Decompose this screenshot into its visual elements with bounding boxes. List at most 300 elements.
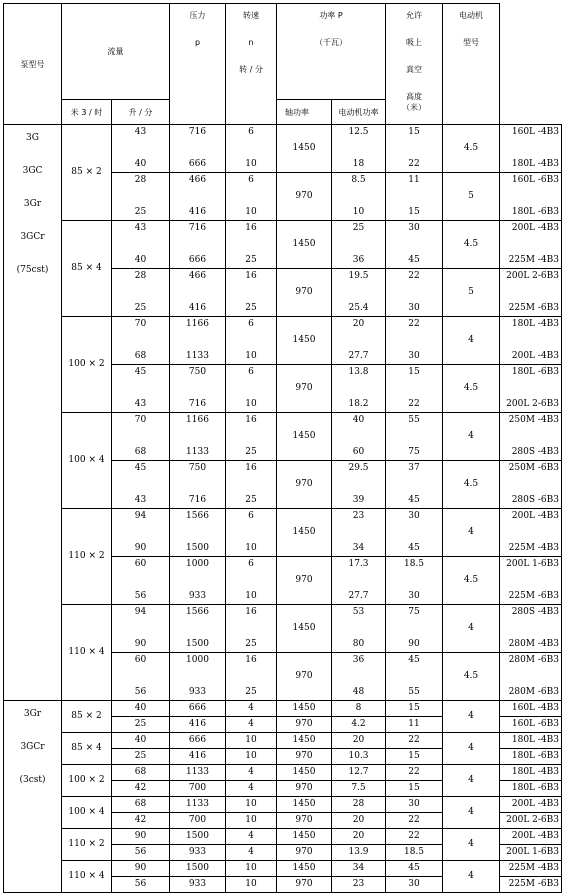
motor-model-cell: 180L -6B3 — [500, 749, 562, 765]
pump-size-cell: 100 × 4 — [62, 797, 112, 829]
pump-size-cell: 100 × 4 — [62, 413, 112, 509]
flow-lmin-value: 1566 — [186, 607, 209, 617]
flow-lmin-stack — [170, 221, 225, 268]
pressure-value: 25 — [245, 447, 257, 457]
motor-power-stack — [386, 269, 442, 316]
shaft-power-stack — [332, 653, 385, 700]
flow-m3h-stack — [112, 509, 169, 556]
shaft-power-value: 18 — [352, 159, 365, 169]
pressure-cell — [226, 461, 277, 509]
flow-lmin-cell — [170, 605, 226, 653]
flow-m3h-stack — [112, 461, 169, 508]
motor-model-stack — [500, 461, 559, 508]
flow-lmin-cell: 1133 — [170, 765, 226, 781]
motor-model-value: 280M -6B3 — [508, 687, 559, 697]
flow-m3h-value: 60 — [134, 655, 147, 665]
speed-cell: 970 — [277, 717, 332, 733]
flow-m3h-value: 43 — [134, 495, 147, 505]
flow-lmin-cell: 1500 — [170, 861, 226, 877]
motor-model-value: 200L -4B3 — [511, 223, 559, 233]
pressure-cell — [226, 269, 277, 317]
pump-spec-table — [3, 3, 562, 893]
pump-type-cell — [4, 701, 62, 893]
flow-m3h-cell — [112, 125, 170, 173]
motor-power-value: 45 — [408, 543, 420, 553]
header-row-1 — [4, 4, 562, 100]
motor-model-cell — [500, 317, 562, 365]
flow-m3h-stack — [112, 125, 169, 172]
motor-model-value: 280S -6B3 — [511, 495, 559, 505]
flow-m3h-stack — [112, 269, 169, 316]
pump-type-cell — [4, 125, 62, 701]
speed-cell: 1450 — [277, 701, 332, 717]
pressure-stack — [226, 317, 276, 364]
pump-type-label: 3GC — [22, 166, 43, 176]
motor-model-cell — [500, 605, 562, 653]
speed-cell: 970 — [277, 877, 332, 893]
motor-model-cell: 225M -4B3 — [500, 861, 562, 877]
speed-cell: 1450 — [277, 733, 332, 749]
flow-lmin-value: 933 — [188, 591, 207, 601]
flow-lmin-stack — [170, 269, 225, 316]
motor-power-stack — [386, 317, 442, 364]
pressure-cell: 4 — [226, 717, 277, 733]
flow-m3h-value: 28 — [134, 271, 147, 281]
motor-model-value: 200L 2-6B3 — [506, 399, 559, 409]
flow-m3h-stack — [112, 413, 169, 460]
flow-lmin-cell — [170, 269, 226, 317]
speed-cell: 1450 — [277, 221, 332, 269]
pressure-stack — [226, 365, 276, 412]
motor-model-value: 200L -4B3 — [511, 351, 559, 361]
speed-cell: 1450 — [277, 829, 332, 845]
motor-model-value: 225M -6B3 — [508, 591, 559, 601]
header-pressure-label: 压力 — [189, 11, 206, 20]
motor-power-cell: 15 — [386, 781, 443, 797]
motor-model-value: 180L -6B3 — [511, 367, 559, 377]
flow-m3h-stack — [112, 365, 169, 412]
flow-m3h-value: 68 — [134, 351, 147, 361]
flow-lmin-cell: 416 — [170, 717, 226, 733]
shaft-power-cell: 23 — [332, 877, 386, 893]
header-pump-model: 泵型号 — [4, 4, 62, 125]
motor-power-value: 15 — [408, 207, 420, 217]
speed-cell: 1450 — [277, 797, 332, 813]
motor-model-cell — [500, 269, 562, 317]
pressure-value: 6 — [248, 559, 254, 569]
shaft-power-cell: 20 — [332, 813, 386, 829]
shaft-power-value: 13.8 — [348, 367, 369, 377]
header-suction-line-1: 允许 — [406, 11, 422, 20]
pressure-cell: 10 — [226, 861, 277, 877]
flow-lmin-stack — [170, 461, 225, 508]
flow-m3h-cell: 90 — [112, 861, 170, 877]
pressure-stack — [226, 125, 276, 172]
pressure-cell: 4 — [226, 845, 277, 861]
pressure-cell: 10 — [226, 797, 277, 813]
table-row — [4, 221, 562, 269]
motor-model-cell — [500, 509, 562, 557]
motor-model-value: 225M -6B3 — [508, 303, 559, 313]
speed-cell: 1450 — [277, 765, 332, 781]
motor-power-stack — [386, 557, 442, 604]
flow-lmin-value: 666 — [188, 159, 207, 169]
pressure-value: 25 — [245, 495, 257, 505]
table-row — [4, 733, 562, 749]
suction-height-cell: 4.5 — [443, 365, 500, 413]
motor-power-cell: 15 — [386, 749, 443, 765]
pressure-cell — [226, 173, 277, 221]
motor-model-cell: 180L -4B3 — [500, 733, 562, 749]
flow-lmin-value: 1000 — [186, 655, 209, 665]
speed-cell: 1450 — [277, 509, 332, 557]
shaft-power-cell — [332, 605, 386, 653]
motor-model-stack — [500, 413, 559, 460]
flow-lmin-value: 716 — [188, 495, 207, 505]
flow-lmin-stack — [170, 509, 225, 556]
pump-size-cell: 100 × 2 — [62, 765, 112, 797]
shaft-power-cell: 10.3 — [332, 749, 386, 765]
motor-model-cell — [500, 125, 562, 173]
table-row — [4, 765, 562, 781]
shaft-power-value: 27.7 — [348, 351, 369, 361]
flow-m3h-stack — [112, 653, 169, 700]
motor-power-value: 15 — [408, 127, 420, 137]
pressure-cell: 4 — [226, 765, 277, 781]
shaft-power-cell — [332, 557, 386, 605]
flow-m3h-cell — [112, 317, 170, 365]
motor-power-stack — [386, 365, 442, 412]
flow-lmin-value: 1166 — [186, 415, 209, 425]
flow-lmin-cell — [170, 557, 226, 605]
motor-model-value: 225M -4B3 — [508, 255, 559, 265]
flow-m3h-value: 70 — [134, 319, 147, 329]
suction-height-cell: 4.5 — [443, 221, 500, 269]
header-speed-unit: 转 / 分 — [239, 65, 263, 74]
header-motor-model-line-2: 型号 — [463, 38, 479, 47]
pressure-value: 6 — [248, 127, 254, 137]
motor-power-value: 30 — [408, 223, 420, 233]
pressure-cell: 10 — [226, 733, 277, 749]
motor-model-stack — [500, 317, 559, 364]
motor-model-stack — [500, 221, 559, 268]
flow-m3h-cell: 68 — [112, 797, 170, 813]
motor-power-value: 75 — [408, 447, 420, 457]
shaft-power-cell: 12.7 — [332, 765, 386, 781]
pressure-stack — [226, 269, 276, 316]
pressure-stack — [226, 461, 276, 508]
motor-model-value: 250M -6B3 — [508, 463, 559, 473]
pressure-cell: 4 — [226, 829, 277, 845]
motor-model-stack — [500, 365, 559, 412]
pressure-cell: 10 — [226, 813, 277, 829]
pressure-value: 10 — [245, 207, 257, 217]
header-speed — [226, 4, 277, 125]
motor-model-value: 280S -4B3 — [511, 447, 559, 457]
shaft-power-stack — [332, 509, 385, 556]
pump-type-label: 3Gr — [23, 709, 42, 719]
pressure-value: 25 — [245, 687, 257, 697]
pressure-stack — [226, 557, 276, 604]
speed-cell: 970 — [277, 557, 332, 605]
suction-height-cell: 5 — [443, 269, 500, 317]
flow-m3h-value: 56 — [134, 591, 147, 601]
flow-lmin-cell: 700 — [170, 781, 226, 797]
motor-power-value: 45 — [408, 495, 420, 505]
motor-power-cell: 30 — [386, 877, 443, 893]
flow-m3h-stack — [112, 605, 169, 652]
pressure-stack — [226, 605, 276, 652]
header-suction-height — [386, 4, 443, 125]
flow-lmin-cell: 1500 — [170, 829, 226, 845]
motor-model-cell: 200L -4B3 — [500, 797, 562, 813]
motor-power-stack — [386, 221, 442, 268]
shaft-power-stack — [332, 221, 385, 268]
shaft-power-value: 8.5 — [351, 175, 366, 185]
shaft-power-cell: 7.5 — [332, 781, 386, 797]
flow-m3h-cell: 25 — [112, 717, 170, 733]
flow-m3h-value: 94 — [134, 607, 147, 617]
motor-power-value: 45 — [408, 255, 420, 265]
flow-lmin-cell — [170, 413, 226, 461]
speed-cell: 970 — [277, 173, 332, 221]
shaft-power-value: 60 — [352, 447, 365, 457]
pressure-cell — [226, 509, 277, 557]
motor-power-stack — [386, 461, 442, 508]
pressure-cell — [226, 125, 277, 173]
flow-m3h-cell: 40 — [112, 733, 170, 749]
pressure-value: 25 — [245, 255, 257, 265]
shaft-power-value: 80 — [352, 639, 365, 649]
flow-m3h-stack — [112, 221, 169, 268]
shaft-power-value: 17.3 — [348, 559, 369, 569]
flow-lmin-cell: 666 — [170, 733, 226, 749]
header-power — [277, 4, 386, 100]
header-pressure-symbol: p — [194, 38, 201, 47]
pressure-value: 25 — [245, 303, 257, 313]
motor-model-stack — [500, 269, 559, 316]
header-speed-label: 转速 — [243, 11, 259, 20]
motor-power-value: 30 — [408, 591, 420, 601]
flow-lmin-cell — [170, 461, 226, 509]
shaft-power-cell — [332, 413, 386, 461]
shaft-power-stack — [332, 125, 385, 172]
table-row — [4, 317, 562, 365]
table-row — [4, 605, 562, 653]
table-row — [4, 413, 562, 461]
suction-height-cell: 4 — [443, 797, 500, 829]
table-row — [4, 861, 562, 877]
flow-lmin-cell — [170, 173, 226, 221]
header-motor-model — [443, 4, 500, 125]
motor-model-cell — [500, 557, 562, 605]
motor-power-cell: 22 — [386, 829, 443, 845]
motor-model-value: 280S -4B3 — [511, 607, 559, 617]
pressure-cell — [226, 413, 277, 461]
flow-m3h-cell: 40 — [112, 701, 170, 717]
pump-type-label: (75cst) — [16, 265, 49, 275]
shaft-power-value: 29.5 — [348, 463, 369, 473]
shaft-power-value: 18.2 — [348, 399, 369, 409]
motor-power-cell — [386, 317, 443, 365]
motor-model-stack — [500, 653, 559, 700]
speed-cell: 970 — [277, 461, 332, 509]
pump-type-label: (3cst) — [19, 775, 46, 785]
flow-m3h-cell — [112, 269, 170, 317]
flow-m3h-cell — [112, 413, 170, 461]
speed-cell: 1450 — [277, 605, 332, 653]
motor-model-value: 250M -4B3 — [508, 415, 559, 425]
motor-model-stack — [500, 173, 559, 220]
motor-power-cell — [386, 173, 443, 221]
motor-power-value: 22 — [408, 319, 420, 329]
header-suction-line-4: 高度 — [406, 92, 422, 101]
flow-m3h-cell: 68 — [112, 765, 170, 781]
speed-cell: 970 — [277, 813, 332, 829]
suction-height-cell: 4.5 — [443, 125, 500, 173]
pressure-value: 16 — [245, 415, 257, 425]
pressure-value: 10 — [245, 399, 257, 409]
flow-lmin-value: 1500 — [186, 639, 209, 649]
motor-power-cell — [386, 557, 443, 605]
motor-model-cell — [500, 173, 562, 221]
flow-m3h-value: 40 — [134, 255, 147, 265]
flow-m3h-value: 56 — [134, 687, 147, 697]
flow-lmin-cell — [170, 125, 226, 173]
flow-lmin-value: 716 — [188, 399, 207, 409]
table-row — [4, 509, 562, 557]
flow-lmin-value: 1566 — [186, 511, 209, 521]
shaft-power-value: 39 — [352, 495, 365, 505]
motor-power-cell: 11 — [386, 717, 443, 733]
pressure-value: 16 — [245, 223, 257, 233]
motor-model-cell — [500, 461, 562, 509]
pump-size-cell: 85 × 2 — [62, 701, 112, 733]
motor-power-cell: 22 — [386, 733, 443, 749]
flow-m3h-cell — [112, 605, 170, 653]
flow-m3h-value: 28 — [134, 175, 147, 185]
shaft-power-cell — [332, 125, 386, 173]
flow-lmin-cell: 700 — [170, 813, 226, 829]
flow-lmin-stack — [170, 125, 225, 172]
pressure-cell — [226, 221, 277, 269]
pump-size-cell: 110 × 2 — [62, 509, 112, 605]
pressure-cell — [226, 653, 277, 701]
speed-cell: 970 — [277, 781, 332, 797]
flow-lmin-value: 416 — [188, 303, 207, 313]
motor-power-stack — [386, 653, 442, 700]
flow-m3h-cell: 42 — [112, 781, 170, 797]
shaft-power-stack — [332, 605, 385, 652]
shaft-power-cell: 28 — [332, 797, 386, 813]
shaft-power-cell — [332, 317, 386, 365]
motor-power-stack — [386, 125, 442, 172]
motor-model-cell — [500, 653, 562, 701]
pressure-cell — [226, 365, 277, 413]
speed-cell: 1450 — [277, 413, 332, 461]
suction-height-cell: 5 — [443, 173, 500, 221]
flow-lmin-cell — [170, 653, 226, 701]
suction-height-cell: 4 — [443, 413, 500, 461]
header-motor-power: 电动机功率 — [332, 100, 386, 125]
pressure-value: 16 — [245, 607, 257, 617]
motor-power-cell: 18.5 — [386, 845, 443, 861]
motor-power-stack — [386, 605, 442, 652]
motor-model-value: 280M -6B3 — [508, 655, 559, 665]
flow-lmin-cell: 933 — [170, 845, 226, 861]
shaft-power-stack — [332, 173, 385, 220]
pressure-cell — [226, 557, 277, 605]
motor-power-value: 22 — [408, 159, 420, 169]
pressure-value: 6 — [248, 511, 254, 521]
flow-lmin-value: 1000 — [186, 559, 209, 569]
shaft-power-value: 53 — [352, 607, 365, 617]
shaft-power-cell: 4.2 — [332, 717, 386, 733]
shaft-power-cell — [332, 461, 386, 509]
pressure-cell: 10 — [226, 877, 277, 893]
pump-size-cell: 85 × 4 — [62, 733, 112, 765]
pressure-value: 6 — [248, 175, 254, 185]
speed-cell: 970 — [277, 269, 332, 317]
shaft-power-value: 25.4 — [348, 303, 369, 313]
pressure-cell — [226, 317, 277, 365]
flow-m3h-cell — [112, 557, 170, 605]
speed-cell: 970 — [277, 845, 332, 861]
pump-size-cell: 110 × 4 — [62, 861, 112, 893]
suction-height-cell: 4 — [443, 765, 500, 797]
flow-lmin-value: 466 — [188, 175, 207, 185]
motor-model-cell: 180L -6B3 — [500, 781, 562, 797]
pressure-value: 10 — [245, 543, 257, 553]
motor-power-value: 37 — [408, 463, 420, 473]
shaft-power-cell — [332, 269, 386, 317]
flow-m3h-cell: 90 — [112, 829, 170, 845]
table-row — [4, 829, 562, 845]
flow-lmin-cell: 666 — [170, 701, 226, 717]
table-row — [4, 797, 562, 813]
shaft-power-value: 25 — [352, 223, 365, 233]
header-suction-line-2: 吸上 — [406, 38, 422, 47]
flow-m3h-cell — [112, 509, 170, 557]
flow-lmin-stack — [170, 413, 225, 460]
pressure-cell — [226, 605, 277, 653]
table-row — [4, 701, 562, 717]
suction-height-cell: 4 — [443, 605, 500, 653]
motor-power-cell: 22 — [386, 765, 443, 781]
flow-lmin-value: 750 — [188, 463, 207, 473]
header-pressure — [170, 4, 226, 125]
flow-lmin-cell — [170, 365, 226, 413]
flow-m3h-cell — [112, 461, 170, 509]
flow-m3h-cell: 56 — [112, 877, 170, 893]
pressure-stack — [226, 653, 276, 700]
pressure-value: 16 — [245, 463, 257, 473]
shaft-power-value: 48 — [352, 687, 365, 697]
motor-model-cell: 225M -6B3 — [500, 877, 562, 893]
shaft-power-cell: 20 — [332, 733, 386, 749]
motor-model-value: 200L 1-6B3 — [506, 559, 559, 569]
shaft-power-value: 36 — [352, 255, 365, 265]
motor-model-stack — [500, 509, 559, 556]
shaft-power-cell — [332, 173, 386, 221]
flow-m3h-value: 25 — [134, 303, 147, 313]
flow-m3h-cell: 42 — [112, 813, 170, 829]
shaft-power-value: 27.7 — [348, 591, 369, 601]
motor-power-value: 30 — [408, 511, 420, 521]
flow-m3h-stack — [112, 317, 169, 364]
pressure-stack — [226, 173, 276, 220]
header-suction-line-3: 真空 — [406, 65, 422, 74]
